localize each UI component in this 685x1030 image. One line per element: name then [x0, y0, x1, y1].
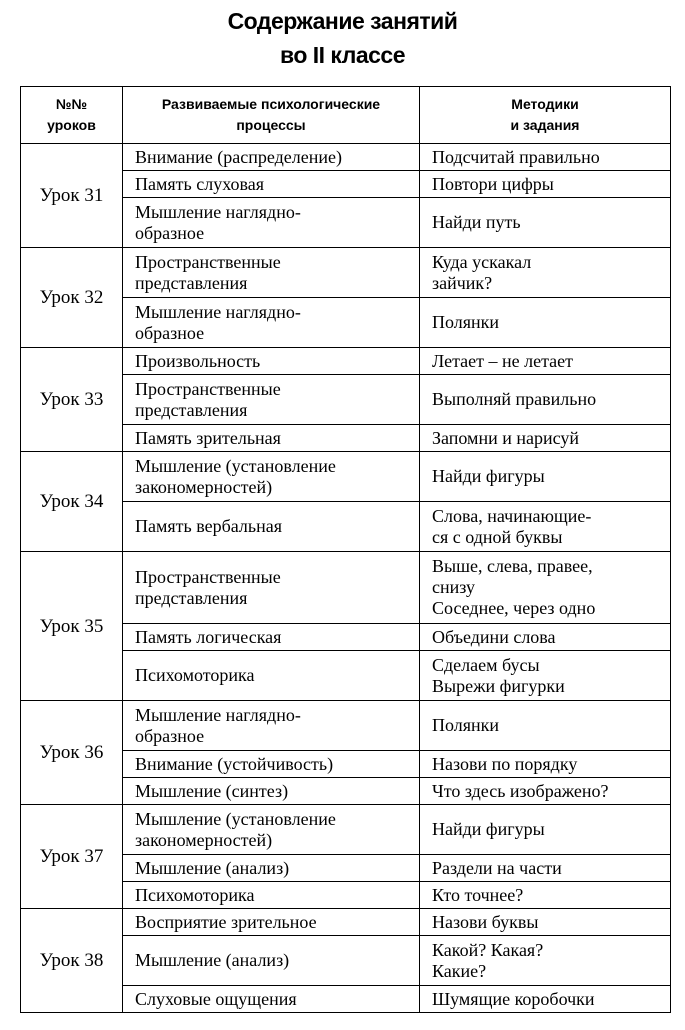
lesson-label: Урок 35 [21, 552, 123, 701]
method-text: Полянки [432, 312, 500, 332]
header-processes-line: Развиваемые психологические [161, 96, 381, 112]
method-cell [420, 425, 671, 452]
method-text: Назови буквы [432, 911, 539, 932]
header-lessons [21, 87, 123, 144]
process-cell [123, 751, 420, 778]
process-text: Психомоторика [135, 665, 255, 685]
process-text: Память логическая [135, 626, 282, 647]
header-lessons-line: уроков [47, 117, 96, 133]
table-row [21, 552, 671, 624]
method-text: Шумящие коробочки [432, 988, 595, 1009]
method-text: Сделаем бусы [432, 654, 540, 675]
header-methods-line: и задания [510, 117, 580, 133]
method-text: Найди фигуры [432, 819, 545, 839]
table-body [21, 144, 671, 1013]
method-text: Раздели на части [432, 857, 562, 878]
method-text: Объедини слова [432, 626, 556, 647]
method-text: Куда ускакал [432, 251, 532, 272]
method-text: зайчик? [432, 272, 493, 293]
header-lessons-line: №№ [55, 96, 88, 112]
method-text: Запомни и нарисуй [432, 427, 579, 448]
table-header-row [21, 87, 671, 144]
method-text: Полянки [432, 715, 500, 735]
process-text: закономерностей) [135, 476, 273, 497]
method-cell [420, 248, 671, 298]
method-cell [420, 348, 671, 375]
method-text: Найди фигуры [432, 466, 545, 486]
method-cell [420, 701, 671, 751]
method-cell [420, 651, 671, 701]
method-text: Какие? [432, 960, 487, 981]
process-text: Мышление наглядно- [135, 201, 301, 222]
process-text: Слуховые ощущения [135, 988, 297, 1009]
page-title-line-1: Содержание занятий [227, 8, 458, 34]
page-title-line-2: во II классе [279, 42, 405, 68]
method-text: Слова, начинающие- [432, 505, 592, 526]
process-cell [123, 425, 420, 452]
method-cell [420, 298, 671, 348]
method-cell [420, 198, 671, 248]
process-text: образное [135, 725, 205, 746]
process-cell [123, 298, 420, 348]
method-text: Соседнее, через одно [432, 598, 596, 618]
method-cell [420, 552, 671, 624]
method-cell [420, 375, 671, 425]
lesson-label: Урок 31 [21, 144, 123, 248]
process-cell [123, 882, 420, 909]
process-text: Внимание (распределение) [135, 146, 343, 167]
method-text: Что здесь изображено? [432, 780, 609, 801]
table-row [21, 805, 671, 855]
method-text: Найди путь [432, 212, 521, 232]
process-cell [123, 986, 420, 1013]
process-text: Мышление (установление [135, 808, 336, 829]
header-processes-line: процессы [236, 117, 306, 133]
method-cell [420, 805, 671, 855]
process-cell [123, 936, 420, 986]
table-row [21, 248, 671, 298]
process-text: образное [135, 222, 205, 243]
lesson-label: Урок 38 [21, 909, 123, 1013]
method-text: Какой? Какая? [432, 939, 544, 960]
lesson-label: Урок 34 [21, 452, 123, 552]
process-text: представления [135, 399, 248, 420]
process-text: Психомоторика [135, 884, 255, 905]
process-cell [123, 778, 420, 805]
table-row [21, 909, 671, 936]
lesson-label: Урок 36 [21, 701, 123, 805]
method-text: Выше, слева, правее, [432, 556, 593, 576]
method-text: ся с одной буквы [432, 526, 563, 547]
process-cell [123, 144, 420, 171]
process-text: Внимание (устойчивость) [135, 753, 334, 774]
process-cell [123, 248, 420, 298]
process-cell [123, 375, 420, 425]
method-cell [420, 624, 671, 651]
table-row [21, 452, 671, 502]
process-cell [123, 552, 420, 624]
method-text: снизу [432, 577, 475, 597]
process-cell [123, 198, 420, 248]
process-text: представления [135, 587, 248, 608]
process-cell [123, 624, 420, 651]
process-text: Мышление наглядно- [135, 704, 301, 725]
process-text: Пространственные [135, 378, 281, 399]
method-text: Летает – не летает [432, 350, 574, 371]
process-cell [123, 855, 420, 882]
process-text: Мышление (анализ) [135, 950, 290, 970]
process-cell [123, 348, 420, 375]
method-cell [420, 778, 671, 805]
method-cell [420, 882, 671, 909]
process-cell [123, 701, 420, 751]
method-cell [420, 986, 671, 1013]
process-text: Мышление (установление [135, 455, 336, 476]
method-text: Назови по порядку [432, 753, 578, 774]
process-text: закономерностей) [135, 829, 273, 850]
process-text: Мышление (синтез) [135, 780, 289, 801]
process-text: Память слуховая [135, 173, 265, 194]
process-cell [123, 502, 420, 552]
method-cell [420, 936, 671, 986]
header-methods [420, 87, 671, 144]
table-row [21, 144, 671, 171]
process-text: Восприятие зрительное [135, 911, 317, 932]
method-cell [420, 502, 671, 552]
process-text: Пространственные [135, 251, 281, 272]
header-methods-line: Методики [511, 96, 579, 112]
method-text: Кто точнее? [432, 884, 524, 905]
process-cell [123, 805, 420, 855]
process-text: образное [135, 322, 205, 343]
lesson-label: Урок 33 [21, 348, 123, 452]
method-text: Повтори цифры [432, 173, 554, 194]
lessons-table [20, 86, 671, 1013]
process-cell [123, 171, 420, 198]
process-text: Пространственные [135, 566, 281, 587]
method-cell [420, 171, 671, 198]
method-text: Вырежи фигурки [432, 675, 565, 696]
lesson-label: Урок 32 [21, 248, 123, 348]
process-text: Мышление (анализ) [135, 857, 290, 878]
process-text: представления [135, 272, 248, 293]
method-cell [420, 855, 671, 882]
process-text: Мышление наглядно- [135, 301, 301, 322]
method-text: Выполняй правильно [432, 389, 597, 409]
method-cell [420, 144, 671, 171]
method-cell [420, 751, 671, 778]
process-cell [123, 909, 420, 936]
process-text: Память вербальная [135, 516, 283, 536]
method-text: Подсчитай правильно [432, 146, 600, 167]
lesson-label: Урок 37 [21, 805, 123, 909]
table-row [21, 348, 671, 375]
method-cell [420, 909, 671, 936]
process-text: Произвольность [135, 350, 261, 371]
header-processes [123, 87, 420, 144]
method-cell [420, 452, 671, 502]
process-cell [123, 452, 420, 502]
process-text: Память зрительная [135, 427, 281, 448]
table-row [21, 701, 671, 751]
process-cell [123, 651, 420, 701]
